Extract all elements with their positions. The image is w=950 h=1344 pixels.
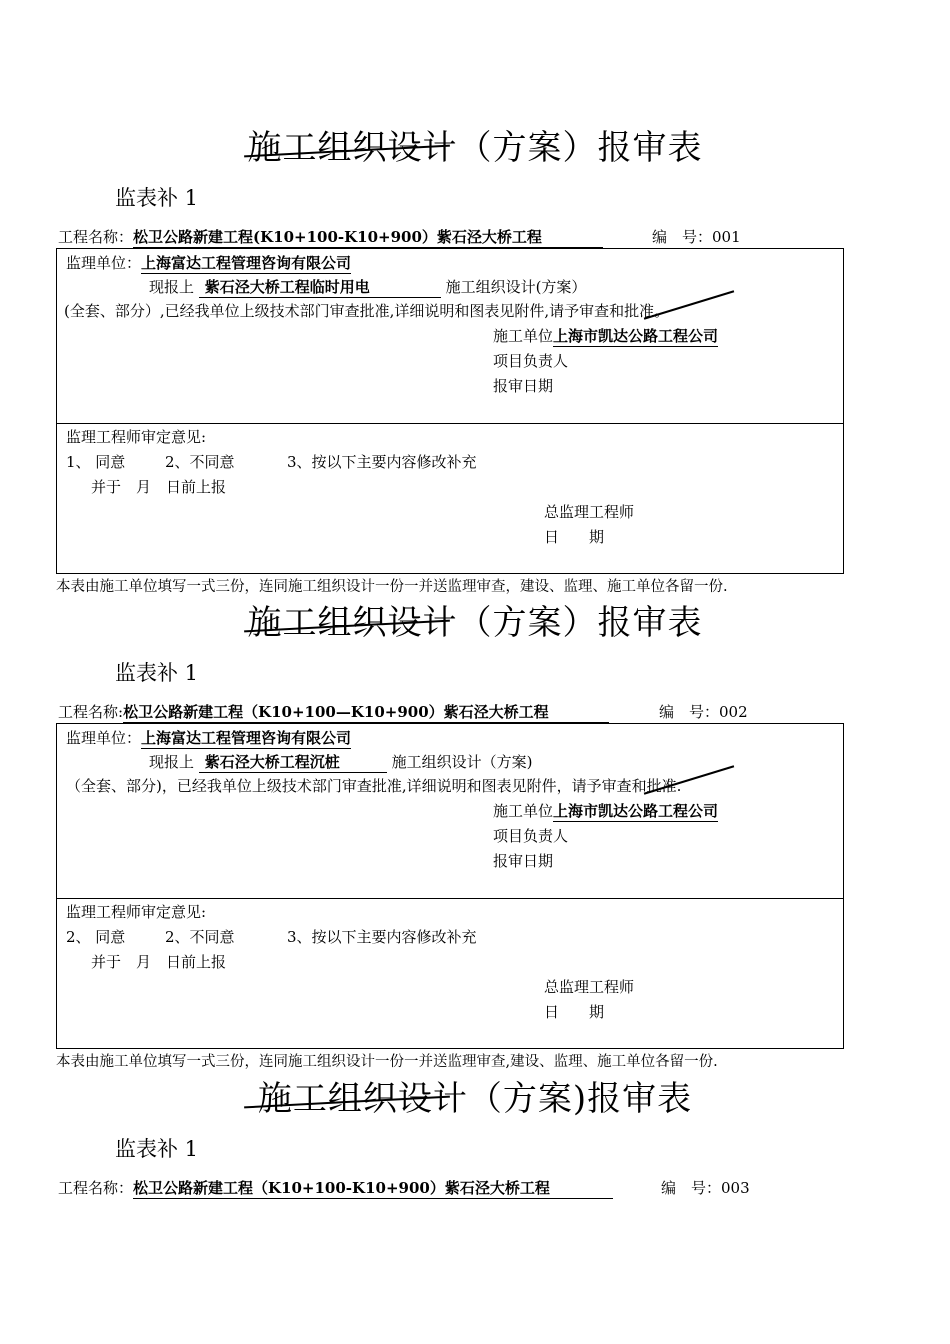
form-table: [56, 248, 844, 574]
form-title: [0, 128, 950, 168]
supervisor-line: [66, 253, 351, 274]
form-subtitle: 监表补 1: [115, 661, 199, 685]
number-label: 编 号：: [661, 1179, 722, 1197]
footer-note: 本表由施工单位填写一式三份，连同施工组织设计一份一并送监理审查,建设、监理、施工单位各留一份.: [56, 1054, 718, 1070]
number-value: 003: [721, 1179, 750, 1197]
chief-engineer-label: 总监理工程师: [544, 978, 635, 996]
project-label: 工程名称:: [58, 703, 124, 721]
project-line: [58, 1178, 613, 1199]
title-rest-part: （方案）报审表: [457, 128, 703, 168]
deadline-text: 并于 月 日前上报: [91, 478, 227, 496]
form-table: [56, 723, 844, 1049]
contractor-line: [493, 801, 718, 822]
title-rest-part: （方案)报审表: [467, 1079, 693, 1119]
form-title: [0, 603, 950, 643]
contractor-line: [493, 326, 718, 347]
report-line: [149, 277, 586, 298]
report-prefix: 现报上: [149, 278, 195, 296]
option-revise: 3、按以下主要内容修改补充: [287, 928, 477, 946]
project-line: [58, 227, 603, 248]
option-agree: 1、 同意: [66, 453, 126, 471]
scope-text: (全套、部分）,已经我单位上级技术部门审查批准,详细说明和图表见附件,请予审查和批准。: [64, 302, 670, 320]
contractor-name: 上海市凯达公路工程公司: [553, 327, 719, 345]
supervisor-name: 上海富达工程管理咨询有限公司: [141, 729, 352, 747]
opinion-label: 监理工程师审定意见:: [66, 428, 207, 446]
deadline-text: 并于 月 日前上报: [91, 953, 227, 971]
title-struck-part: 施工组织设计: [257, 1079, 468, 1119]
project-name: 松卫公路新建工程（K10+100—K10+900）紫石泾大桥工程: [123, 702, 609, 723]
title-struck-part: 施工组织设计: [247, 603, 458, 643]
title-struck-part: 施工组织设计: [247, 128, 458, 168]
form-number: [659, 702, 748, 722]
option-revise: 3、按以下主要内容修改补充: [287, 453, 477, 471]
project-line: [58, 702, 609, 723]
date-label: 日 期: [544, 1003, 605, 1021]
project-manager-label: 项目负责人: [493, 827, 569, 845]
contractor-label: 施工单位: [493, 327, 554, 345]
footer-note: 本表由施工单位填写一式三份，连同施工组织设计一份一并送监理审查，建设、监理、施工单位各留一份.: [56, 579, 728, 595]
number-value: 001: [712, 228, 741, 246]
form-number: [652, 227, 741, 247]
report-item: 紫石泾大桥工程临时用电: [199, 277, 441, 298]
report-suffix: 施工组织设计（方案): [391, 753, 533, 771]
date-label: 日 期: [544, 528, 605, 546]
report-line: [149, 752, 532, 773]
number-label: 编 号：: [652, 228, 713, 246]
report-date-label: 报审日期: [493, 852, 554, 870]
scope-text: （全套、部分)，已经我单位上级技术部门审查批准,详细说明和图表见附件，请予审查和批准.: [66, 777, 682, 795]
form-subtitle: 监表补 1: [115, 186, 199, 210]
number-label: 编 号：: [659, 703, 720, 721]
submission-section: [57, 724, 843, 899]
contractor-label: 施工单位: [493, 802, 554, 820]
supervisor-label: 监理单位：: [66, 254, 142, 272]
project-label: 工程名称：: [58, 228, 134, 246]
project-label: 工程名称：: [58, 1179, 134, 1197]
supervisor-line: [66, 728, 351, 749]
report-prefix: 现报上: [149, 753, 195, 771]
project-manager-label: 项目负责人: [493, 352, 569, 370]
number-value: 002: [719, 703, 748, 721]
opinion-label: 监理工程师审定意见:: [66, 903, 207, 921]
chief-engineer-label: 总监理工程师: [544, 503, 635, 521]
contractor-name: 上海市凯达公路工程公司: [553, 802, 719, 820]
form-number: [661, 1178, 750, 1198]
form-subtitle: 监表补 1: [115, 1137, 199, 1161]
report-item: 紫石泾大桥工程沉桩: [199, 752, 387, 773]
form-title: [0, 1079, 950, 1119]
option-disagree: 2、不同意: [165, 453, 235, 471]
option-disagree: 2、不同意: [165, 928, 235, 946]
report-suffix: 施工组织设计(方案）: [445, 278, 587, 296]
project-name: 松卫公路新建工程(K10+100-K10+900）紫石泾大桥工程: [133, 227, 603, 248]
option-agree: 2、 同意: [66, 928, 126, 946]
supervisor-name: 上海富达工程管理咨询有限公司: [141, 254, 352, 272]
report-date-label: 报审日期: [493, 377, 554, 395]
submission-section: [57, 249, 843, 424]
project-name: 松卫公路新建工程（K10+100-K10+900）紫石泾大桥工程: [133, 1178, 613, 1199]
supervisor-label: 监理单位：: [66, 729, 142, 747]
title-rest-part: （方案）报审表: [457, 603, 703, 643]
